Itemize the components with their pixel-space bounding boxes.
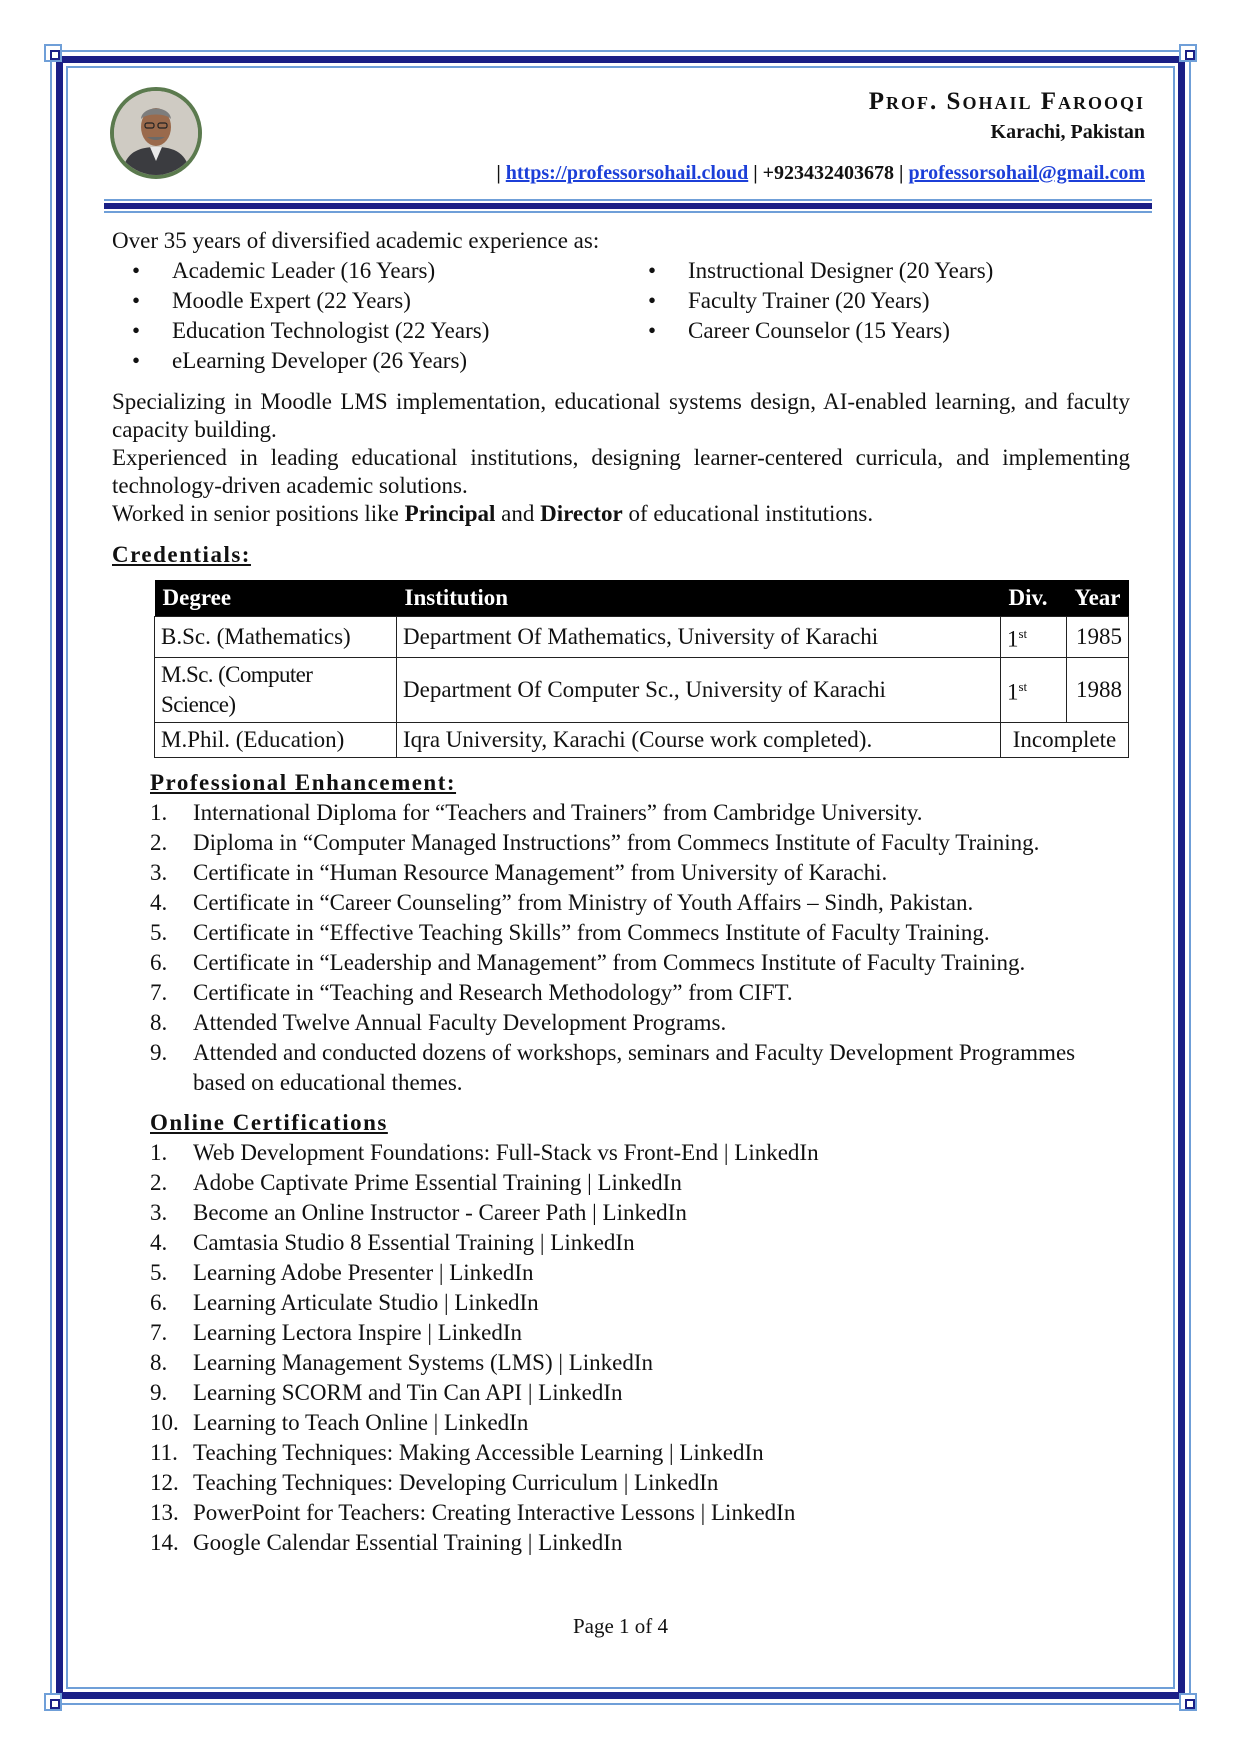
list-number: 3. (150, 859, 168, 885)
list-item: • Moodle Expert (22 Years) (112, 286, 628, 316)
list-item (150, 858, 1130, 888)
list-item-text: Certificate in “Human Resource Management” from University of Karachi. (193, 859, 888, 885)
list-item-text: Camtasia Studio 8 Essential Training | LinkedIn (193, 1229, 635, 1255)
emphasis: Principal (404, 501, 496, 526)
ordinal-suffix: st (1018, 678, 1028, 694)
list-item: • Academic Leader (16 Years) (112, 256, 628, 286)
list-number: 6. (150, 949, 168, 975)
ordinal-suffix: st (1018, 626, 1028, 641)
list-number: 4. (150, 1229, 168, 1255)
professional-enhancement-list (150, 798, 1130, 1098)
table-header-row (155, 580, 1129, 617)
professional-enhancement-section (150, 768, 1130, 1098)
table-row (155, 617, 1129, 658)
degree-cell: M.Phil. (Education) (155, 722, 397, 757)
corner-ornament-bottom-left (44, 1693, 62, 1711)
list-item: • Education Technologist (22 Years) (112, 316, 628, 346)
list-item: • Faculty Trainer (20 Years) (628, 286, 1128, 316)
list-number: 9. (150, 1039, 168, 1065)
list-item-text: Learning SCORM and Tin Can API | LinkedIn (193, 1379, 623, 1405)
corner-ornament-top-left (44, 44, 62, 62)
credentials-table (154, 580, 1129, 758)
list-item (150, 1038, 1130, 1098)
summary-paragraph: Experienced in leading educational institutions, designing learner-centered curricula, and implementing technology-driven academic solutions. (112, 445, 1130, 498)
list-item-text: Certificate in “Teaching and Research Methodology” from CIFT. (193, 979, 793, 1005)
list-number: 11. (150, 1439, 178, 1465)
list-item (150, 1008, 1130, 1038)
list-item (150, 1228, 1130, 1258)
header-rule-thick (104, 203, 1152, 209)
institution-cell: Department Of Mathematics, University of Karachi (397, 617, 1001, 658)
resume-location: Karachi, Pakistan (990, 121, 1145, 143)
profile-photo-icon (114, 91, 198, 175)
institution-cell: Department Of Computer Sc., University of Karachi (397, 657, 1001, 722)
year-cell: 1985 (1067, 617, 1129, 658)
list-item (150, 1258, 1130, 1288)
column-header: Div. (1001, 580, 1067, 617)
text: Worked in senior positions like (112, 501, 405, 526)
list-item-text: Become an Online Instructor - Career Path | LinkedIn (193, 1199, 687, 1225)
column-header: Degree (155, 580, 397, 617)
list-item-text: Certificate in “Career Counseling” from Ministry of Youth Affairs – Sindh, Pakistan. (193, 889, 974, 915)
separator: | (496, 162, 501, 184)
online-certifications-heading: Online Certifications (150, 1109, 388, 1135)
list-item-text: Learning Lectora Inspire | LinkedIn (193, 1319, 523, 1345)
summary-paragraph: Specializing in Moodle LMS implementation, educational systems design, AI-enabled learning, and faculty capacity building. (112, 389, 1130, 442)
corner-ornament-bottom-right (1179, 1693, 1197, 1711)
online-certifications-section (150, 1108, 1130, 1558)
division-value: 1 (1007, 679, 1019, 705)
list-number: 1. (150, 799, 168, 825)
header-rule-thin (104, 199, 1152, 201)
list-item (150, 1348, 1130, 1378)
website-link[interactable]: https://professorsohail.cloud (505, 162, 749, 184)
list-item (150, 1468, 1130, 1498)
list-item-text: Web Development Foundations: Full-Stack vs Front-End | LinkedIn (193, 1139, 819, 1165)
list-item (150, 1378, 1130, 1408)
list-item-text: Certificate in “Effective Teaching Skills” from Commecs Institute of Faculty Training. (193, 919, 990, 945)
year-cell: 1988 (1067, 657, 1129, 722)
list-item (150, 1498, 1130, 1528)
list-item-text: Google Calendar Essential Training | LinkedIn (193, 1529, 623, 1555)
list-number: 4. (150, 889, 168, 915)
corner-ornament-top-right (1179, 44, 1197, 62)
division-cell (1001, 657, 1067, 722)
summary-paragraph (112, 500, 1130, 528)
list-number: 8. (150, 1009, 168, 1035)
list-item: • Instructional Designer (20 Years) (628, 256, 1128, 286)
table-row (155, 657, 1129, 722)
list-number: 2. (150, 829, 168, 855)
separator: | (753, 162, 758, 184)
list-item-text: Teaching Techniques: Developing Curriculum | LinkedIn (193, 1469, 719, 1495)
avatar (110, 87, 202, 179)
list-item-text: International Diploma for “Teachers and Trainers” from Cambridge University. (193, 799, 923, 825)
phone-number: +923432403678 (762, 162, 895, 184)
header-rule-thin (104, 211, 1152, 213)
list-item (150, 1438, 1130, 1468)
list-number: 12. (150, 1469, 179, 1495)
list-item (150, 1318, 1130, 1348)
list-item (150, 978, 1130, 1008)
list-item (150, 1198, 1130, 1228)
contact-line (496, 162, 1145, 185)
email-link[interactable]: professorsohail@gmail.com (908, 162, 1145, 184)
list-number: 8. (150, 1349, 168, 1375)
list-item-text: Adobe Captivate Prime Essential Training | LinkedIn (193, 1169, 682, 1195)
column-header: Institution (397, 580, 1001, 617)
list-number: 1. (150, 1139, 168, 1165)
degree-cell: M.Sc. (Computer Science) (155, 657, 397, 722)
status-cell: Incomplete (1001, 722, 1129, 757)
list-item-text: Diploma in “Computer Managed Instructions” from Commecs Institute of Faculty Training. (193, 829, 1040, 855)
list-item (150, 948, 1130, 978)
list-item-text: Teaching Techniques: Making Accessible Learning | LinkedIn (193, 1439, 764, 1465)
list-item (150, 918, 1130, 948)
list-item-text: Learning Management Systems (LMS) | LinkedIn (193, 1349, 654, 1375)
list-item-text: Learning Adobe Presenter | LinkedIn (193, 1259, 534, 1285)
summary-intro: Over 35 years of diversified academic experience as: (112, 228, 600, 253)
experience-roles-list (112, 256, 1130, 376)
list-item (150, 1408, 1130, 1438)
list-number: 14. (150, 1529, 179, 1555)
division-cell (1001, 617, 1067, 658)
text: of educational institutions. (622, 501, 874, 526)
list-item-text: Certificate in “Leadership and Management” from Commecs Institute of Faculty Training. (193, 949, 1026, 975)
list-item (150, 1288, 1130, 1318)
list-number: 7. (150, 1319, 168, 1345)
list-number: 3. (150, 1199, 168, 1225)
separator: | (899, 162, 904, 184)
resume-body (112, 226, 1130, 1558)
list-item-text: PowerPoint for Teachers: Creating Interactive Lessons | LinkedIn (193, 1499, 796, 1525)
list-number: 2. (150, 1169, 168, 1195)
list-number: 7. (150, 979, 168, 1005)
column-header: Year (1067, 580, 1129, 617)
resume-name: Prof. Sohail Farooqi (868, 88, 1145, 115)
list-number: 13. (150, 1499, 179, 1525)
list-item-text: Attended Twelve Annual Faculty Development Programs. (193, 1009, 727, 1035)
list-item: • Career Counselor (15 Years) (628, 316, 1128, 346)
list-number: 5. (150, 919, 168, 945)
institution-cell: Iqra University, Karachi (Course work completed). (397, 722, 1001, 757)
list-item (150, 888, 1130, 918)
list-item (150, 1138, 1130, 1168)
list-item: • eLearning Developer (26 Years) (112, 346, 628, 376)
list-item-text: Learning Articulate Studio | LinkedIn (193, 1289, 539, 1315)
credentials-heading: Credentials: (112, 542, 251, 567)
list-item-text: Attended and conducted dozens of workshops, seminars and Faculty Development Programmes based on educational themes. (193, 1039, 1076, 1095)
emphasis: Director (540, 501, 623, 526)
professional-enhancement-heading: Professional Enhancement: (150, 769, 457, 795)
list-item (150, 1528, 1130, 1558)
division-value: 1 (1007, 626, 1019, 652)
table-row (155, 722, 1129, 757)
list-number: 9. (150, 1379, 168, 1405)
list-number: 10. (150, 1409, 179, 1435)
list-item (150, 1168, 1130, 1198)
text: and (495, 501, 541, 526)
list-number: 5. (150, 1259, 168, 1285)
list-item (150, 828, 1130, 858)
list-number: 6. (150, 1289, 168, 1315)
list-item-text: Learning to Teach Online | LinkedIn (193, 1409, 529, 1435)
page-number: Page 1 of 4 (572, 1614, 669, 1638)
list-item (150, 798, 1130, 828)
online-certifications-list (150, 1138, 1130, 1558)
degree-cell: B.Sc. (Mathematics) (155, 617, 397, 658)
